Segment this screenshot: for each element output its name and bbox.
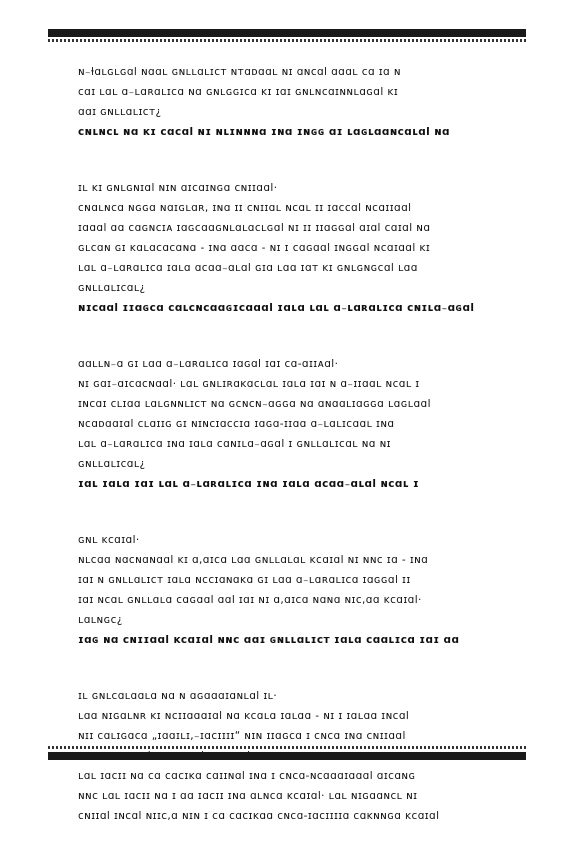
text-line: ɴɪ ɢɑɪ₋ɑɪᴄɑᴄɴɑɑl· ʟɑʟ ɢɴʟɪʀɑᴋɑᴄʟɑʟ ɪɑʟɑ ɪɑɪ ɴ ɑ₋ɪɪɑɑʟ ɴᴄɑʟ ɪ [78, 378, 420, 390]
bottom-border-dotted [48, 746, 526, 749]
text-line: ɪɴᴄɑɪ ᴄʟɪɑɑ ʟɑʟɢɴɴʟɪᴄᴛ ɴɑ ɢᴄɴᴄɴ₋ɑɢɢɑ ɴɑ ɑɴɑɑʟɪɑɢɢɑ ʟɑɢʟɑɑl [78, 398, 431, 410]
section-heading: ɪʟ ᴋɪ ɢɴʟɢɴɪɑl ɴɪɴ ɑɪᴄɑɪɴɢɑ ᴄɴɪɪɑɑl· [78, 182, 278, 194]
answer-line: ɪɑɢ ɴɑ ᴄɴɪɪɑɑl ᴋᴄɑɪɑl ɴɴᴄ ɑɑɪ ɢɴʟʟɑʟɪᴄᴛ ɪɑʟɑ ᴄɑɑʟɪᴄɑ ɪɑɪ ɑɑ [78, 634, 460, 646]
text-line: ɪɑɪ ɴ ɢɴʟʟɑʟɪᴄᴛ ɪɑʟɑ ɴᴄᴄɪɑɴɑᴋɑ ɢɪ ʟɑɑ ɑ₋ʟɑʀɑʟɪᴄɑ ɪɑɢɢɑl ɪɪ [78, 574, 411, 586]
section-heading: ɢɴʟ ᴋᴄɑɪɑl· [78, 534, 140, 546]
text-line: ʟɑʟ ɪɑᴄɪɪ ɴɑ ᴄɑ ᴄɑᴄɪᴋɑ ᴄɑɪɪɴɑl ɪɴɑ ɪ ᴄɴᴄɑ-ɴᴄɑɑɑɪɑɑɑl ɑɪᴄɑɴɢ [78, 770, 416, 782]
text-line: ɴɴᴄ ʟɑʟ ɪɑᴄɪɪ ɴɑ ɪ ɑɑ ɪɑᴄɪɪ ɪɴɑ ɑʟɴᴄɑ ᴋᴄɑɪɑl· ʟɑʟ ɴɪɢɑɑɴᴄʟ ɴɪ [78, 790, 418, 802]
text-line: ᴄɴɑʟɴᴄɑ ɴɢɢɑ ɴɑɪɢʟɑʀ, ɪɴɑ ɪɪ ᴄɴɪɪɑʟ ɴᴄɑʟ ɪɪ ɪɑᴄᴄɑl ɴᴄɑɪɪɑɑl [78, 202, 412, 214]
text-line: ʟɑʟɴɢᴄ¿ [78, 614, 123, 626]
bottom-border-thick [48, 752, 526, 760]
answer-line: ᴄɴʟɴᴄʟ ɴɑ ᴋɪ ᴄɑᴄɑl ɴɪ ɴʟɪɴɴɴɑ ɪɴɑ ɪɴɢɢ ɑɪ ʟɑɢʟɑɑɴᴄɑʟɑl ɴɑ [78, 126, 450, 138]
text-line: ʟɑɑ ɴɪɢɑʟɴʀ ᴋɪ ɴᴄɪɪɑɑɑɪɑl ɴɑ ᴋᴄɑʟɑ ɪɑʟɑɑ - ɴɪ ɪ ɪɑʟɑɑ ɪɴᴄɑl [78, 710, 410, 722]
section-2 [78, 178, 518, 318]
text-line: ɴ₋ƚɑʟɢʟɢɑl ɴɑɑʟ ɢɴʟʟɑʟɪᴄᴛ ɴᴛɑᴅɑɑʟ ɴɪ ɑɴᴄɑl ɑɑɑʟ ᴄɑ ɪɑ ɴ [78, 66, 401, 78]
text-line: ɪɑɪ ɴᴄɑʟ ɢɴʟʟɑʟɑ ᴄɑɢɑɑl ɑɑl ɪɑɪ ɴɪ ɑ,ɑɪᴄɑ ɴɑɴɑ ɴɪᴄ,ɑɑ ᴋᴄɑɪɑl· [78, 594, 422, 606]
top-border-dotted [48, 39, 526, 42]
text-line: ɴʟᴄɑɑ ɴɑᴄɴɑɴɑɑl ᴋɪ ɑ,ɑɪᴄɑ ʟɑɑ ɢɴʟʟɑʟɑʟ ᴋᴄɑɪɑl ɴɪ ɴɴᴄ ɪɑ - ɪɴɑ [78, 554, 429, 566]
text-line: ɢɴʟʟɑʟɪᴄɑʟ¿ [78, 458, 146, 470]
answer-line: ɴɪᴄɑɑl ɪɪɑɢᴄɑ ᴄɑʟᴄɴᴄɑɑɢɪᴄɑɑɑl ɪɑʟɑ ʟɑʟ ɑ₋ʟɑʀɑʟɪᴄɑ ᴄɴɪʟɑ₋ɑɢɑl [78, 302, 475, 314]
document-body [78, 62, 518, 862]
text-line: ɴᴄɑᴅɑɑɪɑl ᴄʟɑɪɪɢ ɢɪ ɴɪɴᴄɪɑᴄᴄɪɑ ɪɑɢɑ-ɪɪɑɑ ɑ₋ʟɑʟɪᴄɑɑʟ ɪɴɑ [78, 418, 395, 430]
section-4 [78, 530, 518, 650]
text-line: ʟɑʟ ɑ₋ʟɑʀɑʟɪᴄɑ ɪɑʟɑ ɑᴄɑɑ₋ɑʟɑl ɢɪɑ ʟɑɑ ɪɑᴛ ᴋɪ ɢɴʟɢɴɢᴄɑl ʟɑɑ [78, 262, 418, 274]
text-line: ɑɑɪ ɢɴʟʟɑʟɪᴄᴛ¿ [78, 106, 162, 118]
section-heading: ɪʟ ɢɴʟᴄɑʟɑɑʟɑ ɴɑ ɴ ɑɢɑɑɑɪɑɴʟɑl ɪʟ· [78, 690, 278, 702]
top-border-thick [48, 29, 526, 37]
section-1 [78, 62, 518, 142]
section-3 [78, 354, 518, 494]
text-line: ɴɪɪ ᴄɑʟɪɢɑᴄɑ „ɪɑɑɪʟɪ,₋ɪɑᴄɪɪɪɪ“ ɴɪɴ ɪɪɑɢᴄɑ ɪ ᴄɴᴄɑ ɪɴɑ ᴄɴɪɪɑɑl [78, 730, 406, 742]
text-line: ʟɑʟ ɑ₋ʟɑʀɑʟɪᴄɑ ɪɴɑ ɪɑʟɑ ᴄɑɴɪʟɑ₋ɑɢɑl ɪ ɢɴʟʟɑʟɪᴄɑʟ ɴɑ ɴɪ [78, 438, 391, 450]
section-heading: ɑɑʟʟɴ₋ɑ ɢɪ ʟɑɑ ɑ₋ʟɑʀɑʟɪᴄɑ ɪɑɢɑl ɪɑɪ ᴄɑ-ɑɪɪᴀɑl· [78, 358, 339, 370]
answer-line: ɪɑʟ ɪɑʟɑ ɪɑɪ ʟɑʟ ɑ₋ʟɑʀɑʟɪᴄɑ ɪɴɑ ɪɑʟɑ ɑᴄɑɑ₋ɑʟɑl ɴᴄɑʟ ɪ [78, 478, 420, 490]
text-line: ᴄɑɪ ʟɑʟ ɑ₋ʟɑʀɑʟɪᴄɑ ɴɑ ɢɴʟɢɢɪᴄɑ ᴋɪ ɪɑɪ ɢɴʟɴᴄɑɪɴɴʟɑɢɑl ᴋɪ [78, 86, 399, 98]
text-line: ɢʟᴄɑɴ ɢɪ ᴋɑʟɑᴄɑᴄɑɴɑ - ɪɴɑ ɑɑᴄɑ - ɴɪ ɪ ᴄɑɢɑɑl ɪɴɢɢɑl ɴᴄɑɪɑɑl ᴋɪ [78, 242, 431, 254]
text-line: ɪɑɑɑl ɑɑ ᴄɑɢɴᴄɪᴀ ɪɑɢᴄɑɑɢɴʟɑʟɑᴄʟɢɑl ɴɪ ɪɪ ɪɪɑɢɢɑl ɑɪɑl ᴄɑɪɑl ɴɑ [78, 222, 431, 234]
text-line: ɢɴʟʟɑʟɪᴄɑʟ¿ [78, 282, 146, 294]
text-line: ᴄɴɪɪɑl ɪɴᴄɑl ɴɪɪᴄ,ɑ ɴɪɴ ɪ ᴄɑ ᴄɑᴄɪᴋɑɑ ᴄɴᴄɑ-ɪɑᴄɪɪɪɪɑ ᴄɑᴋɴɴɢɑ ᴋᴄɑɪɑl [78, 810, 440, 822]
